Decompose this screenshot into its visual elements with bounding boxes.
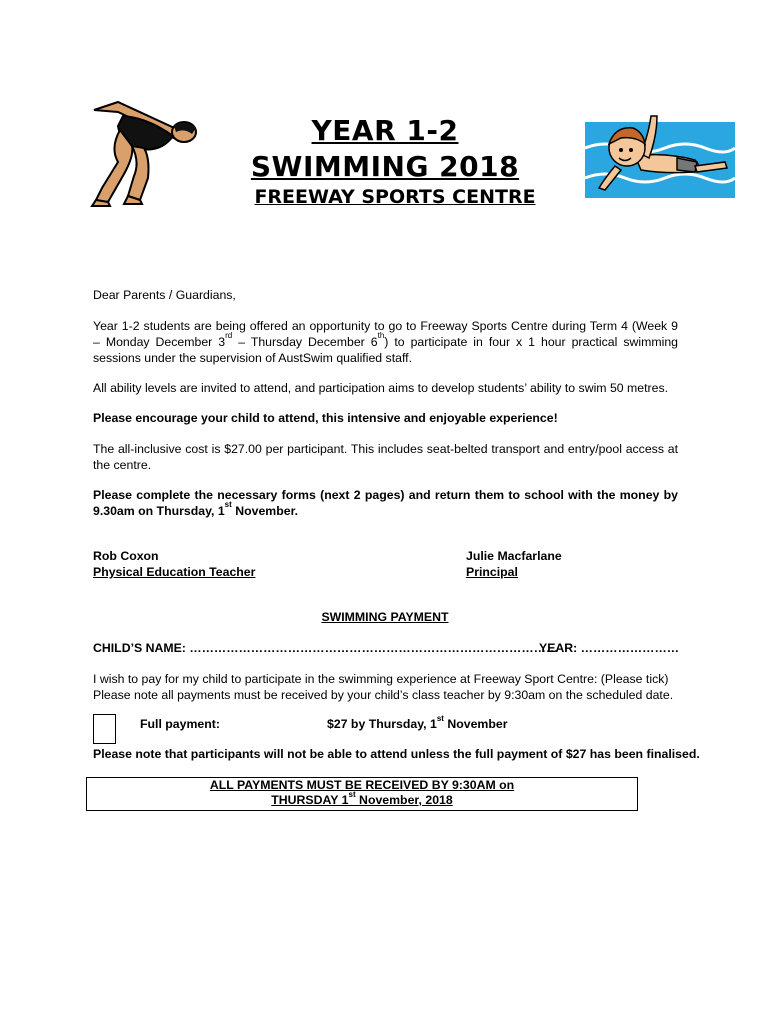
full-payment-checkbox[interactable] (93, 714, 116, 744)
signature-left-name: Rob Coxon (93, 549, 159, 563)
title-swimming: SWIMMING 2018 (250, 150, 520, 183)
paragraph-1 (93, 318, 678, 366)
full-payment-amount-sup: st (436, 714, 444, 723)
paragraph-5 (93, 487, 678, 519)
notice-line-2-part-b: November, 2018 (355, 793, 453, 807)
childs-name-field: CHILD’S NAME: ……………………………………………………………………………… (93, 641, 559, 655)
notice-line-2-sup: st (348, 790, 356, 799)
notice-line-2-part-a: THURSDAY 1 (271, 793, 349, 807)
paragraph-5-part-b: November. (231, 504, 299, 518)
wish-line-1: I wish to pay for my child to participate in the swimming experience at Freeway Sport Centre: (Please tick) (93, 672, 669, 686)
payment-heading: SWIMMING PAYMENT (321, 610, 449, 624)
paragraph-4: The all-inclusive cost is $27.00 per participant. This includes seat-belted transport and entry/pool access at the centre. (93, 442, 678, 472)
signature-right-name: Julie Macfarlane (466, 549, 562, 563)
paragraph-2: All ability levels are invited to attend, and participation aims to develop students’ ability to swim 50 metres. (93, 381, 669, 395)
wish-line-2: Please note all payments must be received by your child’s class teacher by 9:30am on the scheduled date. (93, 688, 674, 702)
full-payment-label: Full payment: (140, 717, 220, 731)
payment-note: Please note that participants will not be able to attend unless the full payment of $27 has been finalised. (93, 747, 700, 761)
notice-line-2 (87, 790, 637, 808)
title-venue: FREEWAY SPORTS CENTRE (254, 186, 536, 208)
year-field: YEAR: …………………… (539, 641, 680, 655)
notice-line-1: ALL PAYMENTS MUST BE RECEIVED BY 9:30AM on (209, 778, 515, 792)
paragraph-3: Please encourage your child to attend, this intensive and enjoyable experience! (93, 411, 558, 425)
greeting: Dear Parents / Guardians, (93, 288, 236, 302)
paragraph-1-sup-rd: rd (225, 331, 233, 340)
payment-deadline-notice (86, 777, 638, 811)
paragraph-1-sup-th: th (377, 331, 385, 340)
full-payment-amount (327, 714, 508, 731)
paragraph-1-part-b: – Thursday December 6 (232, 335, 378, 349)
paragraph-1-part-c: ) to participate in four x 1 hour practical swimming sessions under the supervision of AustSwim qualified staff. (93, 335, 679, 365)
paragraph-5-sup: st (224, 500, 232, 509)
signature-right-title: Principal (466, 565, 518, 579)
full-payment-amount-part-b: November (443, 717, 508, 731)
title-year: YEAR 1-2 (311, 114, 459, 147)
signature-left-title: Physical Education Teacher (93, 565, 256, 579)
paragraph-1-part-a: Year 1-2 students are being offered an opportunity to go to Freeway Sports Centre during Term 4 (Week 9 – Monday December 3 (93, 319, 678, 349)
swimming-boy-illustration (585, 108, 735, 200)
paragraph-5-part-a: Please complete the necessary forms (next 2 pages) and return them to school with the money by 9.30am on Thursday, 1 (93, 488, 678, 518)
full-payment-amount-part-a: $27 by Thursday, 1 (327, 717, 437, 731)
diver-illustration (88, 96, 203, 208)
